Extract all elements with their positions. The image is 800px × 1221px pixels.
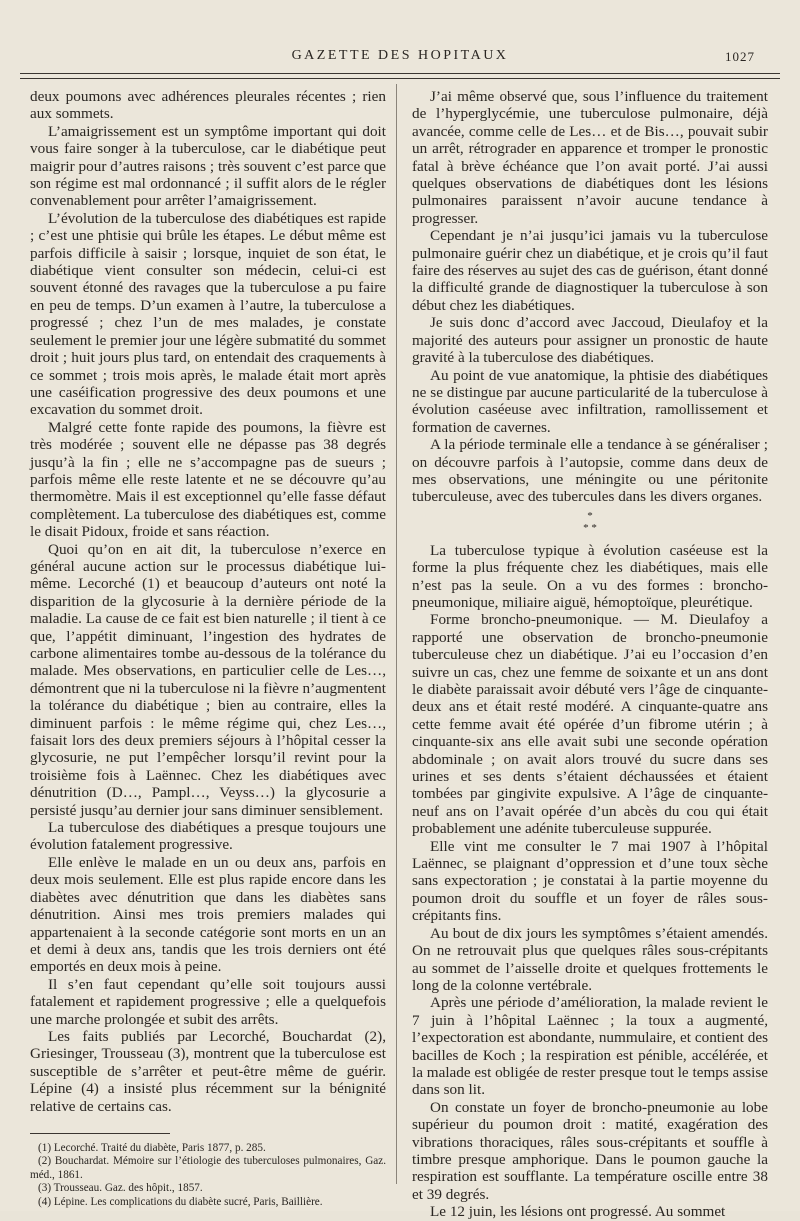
footnote: (4) Lépine. Les complications du diabète sucré, Paris, Baillière.	[38, 1195, 323, 1208]
paragraph: On constate un foyer de broncho-pneumonie au lobe supérieur du poumon droit : matité, exagération des vibrations thoraciques, râles sous-crépitants et souffle à timbre presque amphorique. Dans le poumon gauche la respiration est soufflante. La température oscille entre 38 et 39 degrés.	[412, 1098, 768, 1203]
paragraph: La tuberculose des diabétiques a presque toujours une évolution fatalement progressive.	[30, 819, 386, 854]
footnote: (3) Trousseau. Gaz. des hôpit., 1857.	[38, 1182, 203, 1195]
footnotes	[30, 1142, 386, 1209]
paragraph: La tuberculose typique à évolution caséeuse est la forme la plus fréquente chez les diabétiques, mais elle n’est pas la seule. On a vu des formes : broncho-pneumonique, miliaire aiguë, hémoptoïque, pleurétique.	[412, 541, 768, 611]
header-rule-top	[20, 73, 780, 74]
footnote-rule	[30, 1133, 170, 1134]
footnote: (2) Bouchardat. Mémoire sur l’étiologie des tuberculoses pulmonaires, Gaz. méd., 1861.	[30, 1155, 386, 1181]
paragraph: Forme broncho-pneumonique. — M. Dieulafoy a rapporté une observation de broncho-pneumonie tuberculeuse chez un diabétique. J’ai eu l’occasion d’en suivre un cas, chez une femme de soixante et un ans dont le diabète paraissait avoir débuté vers l’âge de cinquante-deux ans et était resté modéré. A cinquante-quatre ans cette femme avait été opérée d’un fibrome utérin ; à cinquante-six ans elle avait subi une seconde opération abdominale ; on avait alors trouvé du sucre dans ses urines et ses dents s’étaient déchaussées et étaient tombées par gingivite expulsive. A l’âge de cinquante-neuf ans on l’avait opérée d’un abcès du cou qui était probablement une adénite tuberculeuse suppurée.	[412, 611, 768, 838]
paragraph: Au point de vue anatomique, la phtisie des diabétiques ne se distingue par aucune particularité de la tuberculose à évolution caséeuse avec infiltration, ramollissement et formation de cavernes.	[412, 366, 768, 436]
journal-title: GAZETTE DES HOPITAUX	[291, 48, 509, 63]
paragraph: Malgré cette fonte rapide des poumons, la fièvre est très modérée ; souvent elle ne dépasse pas 38 degrés jusqu’à la fin ; elle ne s’accompagne pas de sueurs ; parfois même elle reste latente et ne se découvre qu’au thermomètre. Mais il est exceptionnel qu’elle fasse défaut complètement. La tuberculose des diabétiques est, comme le disait Pidoux, froide et sans réaction.	[30, 418, 386, 541]
column-divider	[396, 84, 397, 1184]
header-rule-bottom	[20, 78, 780, 79]
section-break-asterisks: * * *	[583, 509, 597, 534]
paragraph: deux poumons avec adhérences pleurales récentes ; rien aux sommets.	[30, 88, 386, 123]
paragraph: Cependant je n’ai jusqu’ici jamais vu la tuberculose pulmonaire guérir chez un diabétique, et je crois qu’il faut faire des réserves au sujet des cas de guérison, étant donné la difficulté grande de diagnostiquer la tuberculose à son début chez les diabétiques.	[412, 227, 768, 314]
page-header	[0, 40, 800, 80]
paragraph: Au bout de dix jours les symptômes s’étaient amendés. On ne retrouvait plus que quelques râles sous-crépitants au sommet de l’aisselle droite et quelques frottements le long de la colonne vertébrale.	[412, 924, 768, 994]
paragraph: L’amaigrissement est un symptôme important qui doit vous faire songer à la tuberculose, car le diabétique peut maigrir pour d’autres raisons ; très souvent c’est parce que son régime est mal ordonnancé ; il suffit alors de le régler convenablement pour arrêter l’amaigrissement.	[30, 122, 386, 210]
paragraph: Elle vint me consulter le 7 mai 1907 à l’hôpital Laënnec, se plaignant d’oppression et d’une toux sèche sans expectoration ; je constatai à la partie moyenne du poumon droit du souffle et un foyer de râles sous-crépitants fins.	[412, 837, 768, 925]
right-column	[412, 88, 768, 1221]
paragraph: Les faits publiés par Lecorché, Bouchardat (2), Griesinger, Trousseau (3), montrent que la tuberculose est susceptible de s’arrêter et peut-être même de guérir. Lépine (4) a insisté plus récemment sur la bénignité relative de certains cas.	[30, 1027, 386, 1115]
footnote: (1) Lecorché. Traité du diabète, Paris 1877, p. 285.	[38, 1141, 266, 1154]
paragraph: J’ai même observé que, sous l’influence du traitement de l’hyperglycémie, une tuberculose pulmonaire, déjà avancée, comme celle de Les… et de Bis…, pouvait subir un arrêt, rétrograder en apparence et tromper le pronostic fatal à brève échéance que l’on avait porté. J’ai aussi quelques observations de diabétiques dont les lésions pulmonaires paraissent n’avoir aucune tendance à progresser.	[412, 88, 768, 227]
paragraph: Elle enlève le malade en un ou deux ans, parfois en deux mois seulement. Elle est plus rapide encore dans les diabètes avec dénutrition que dans les diabètes sans dénutrition. Ainsi mes trois premiers malades qui appartenaient à la seconde catégorie sont morts en un an et demi à deux ans, tandis que les trois derniers ont été emportés en deux mois à peine.	[30, 853, 386, 976]
paragraph: Quoi qu’on en ait dit, la tuberculose n’exerce en général aucune action sur le processus diabétique lui-même. Lecorché (1) et beaucoup d’auteurs ont noté la disparition de la glycosurie à la dernière période de la maladie. La cause de ce fait est bien naturelle ; il tient à ce que, l’appétit diminuant, l’ingestion des hydrates de carbone alimentaires tombe au-dessous de la tolérance du malade. Mes observations, en particulier celle de Les…, démontrent que ni la tuberculose ni la fièvre n’augmentent la tolérance du diabétique ; bien au contraire, elles la diminuent parfois : le même régime qui, chez Les…, faisait lors des deux premiers séjours à l’hôpital cesser la glycosurie, ne put l’empêcher lorsqu’il revint pour la troisième fois à Laënnec. Chez les diabétiques avec dénutrition (D…, Pampl…, Veyss…) la glycosurie a persisté jusqu’au dernier jour sans diminuer sensiblement.	[30, 540, 386, 819]
paragraph: Le 12 juin, les lésions ont progressé. Au sommet	[430, 1203, 726, 1221]
paragraph: A la période terminale elle a tendance à se généraliser ; on découvre parfois à l’autopsie, comme dans deux de mes observations, une méningite ou une péritonite tuberculeuse, avec des tubercules dans les divers organes.	[412, 436, 768, 506]
page-number: 1027	[725, 49, 755, 64]
paragraph: Je suis donc d’accord avec Jaccoud, Dieulafoy et la majorité des auteurs pour assigner un pronostic de haute gravité à la tuberculose des diabétiques.	[412, 314, 768, 367]
paragraph: Après une période d’amélioration, la malade revient le 7 juin à l’hôpital Laënnec ; la toux a augmenté, l’expectoration est abondante, nummulaire, et contient des bacilles de Koch ; la respiration est pénible, accélérée, et la malade est obligée de rester presque tout le temps assise dans son lit.	[412, 994, 768, 1099]
paragraph: L’évolution de la tuberculose des diabétiques est rapide ; c’est une phtisie qui brûle les étapes. Le début même est parfois difficile à saisir ; lorsque, inquiet de son état, le diabétique vient consulter son médecin, celui-ci est souvent étonné des ravages que la tuberculose a pu faire en peu de temps. D’un examen à l’autre, la tuberculose a progressé ; chez l’un de mes malades, je constate seulement le premier jour une légère submatité du sommet droit ; huit jours plus tard, on entendait des craquements à ce sommet ; trois mois après, le malade était mort après une caséification progressive des deux poumons et une excavation du sommet droit.	[30, 209, 386, 419]
left-column	[30, 88, 386, 1209]
paragraph: Il s’en faut cependant qu’elle soit toujours aussi fatalement et rapidement progressive ; elle a quelquefois une marche prolongée et subit des arrêts.	[30, 975, 386, 1028]
